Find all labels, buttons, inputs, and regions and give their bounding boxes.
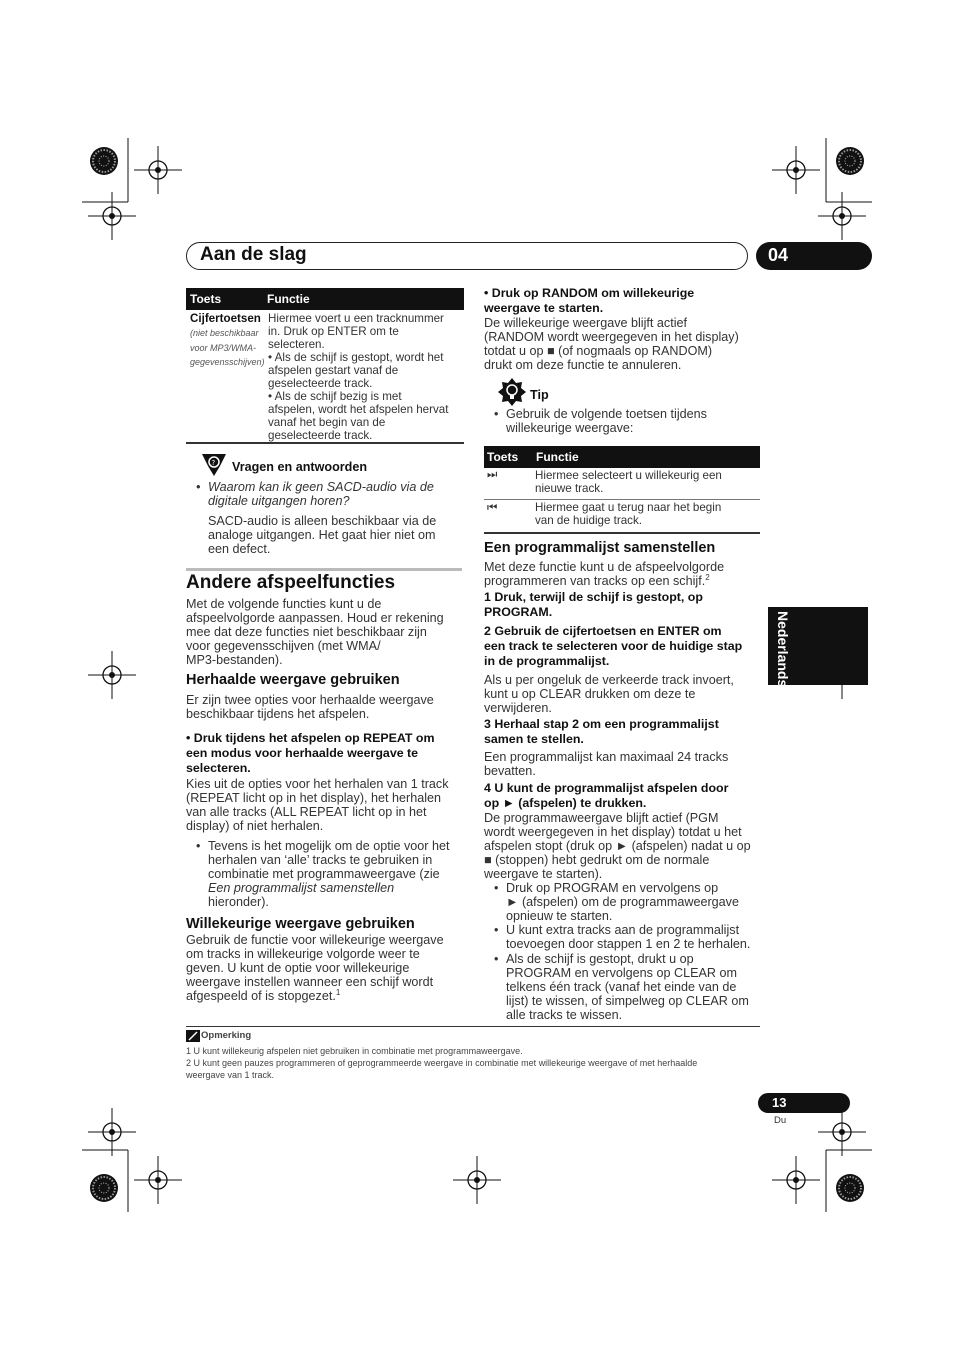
line: Hiermee gaat u terug naar het begin [535,501,722,514]
list-bullet: • [494,952,499,966]
language-code: Du [774,1115,787,1126]
line-text: programmeren van tracks op een schijf. [484,574,706,588]
line: voor gegevensschijven (met WMA/ [186,639,381,653]
line: Waarom kan ik geen SACD-audio via de [208,480,434,494]
step-instruction [484,286,694,316]
table-bottom-rule [186,442,464,444]
table-bottom-rule [484,532,760,534]
list-item [506,952,749,1022]
line: mee dat deze functies niet beschikbaar zijn [186,625,427,639]
table-key-cell: Cijfertoetsen [190,312,261,325]
table-row-divider [484,499,760,500]
line: display) of niet herhalen. [186,819,324,833]
line: telkens één track (vanaf het einde van de [506,980,737,994]
previous-track-icon: ⏮ [487,500,498,514]
line: totdat u op ■ (of nogmaals op RANDOM) [484,344,713,358]
line: • Druk op RANDOM om willekeurige [484,286,695,300]
step-4 [484,781,728,811]
line: drukt om deze functie te annuleren. [484,358,682,372]
line [186,989,444,1003]
tip-lightbulb-icon [498,378,526,406]
table-col-function: Functie [267,292,310,306]
line: De programmaweergave blijft actief (PGM [484,811,719,825]
line: verwijderen. [484,701,552,715]
line: willekeurige weergave: [506,421,634,435]
subsection-title: Herhaalde weergave gebruiken [186,672,400,688]
line: combinatie met programmaweergave (zie [208,867,440,881]
step-body [186,777,449,833]
line [484,574,724,588]
tip-title: Tip [530,388,549,402]
table-col-key: Toets [487,450,519,464]
line: afspelen stopt (druk op ► (afspelen) nadat u op [484,839,751,853]
table-col-function: Functie [536,450,579,464]
list-bullet: • [196,839,201,853]
line: Gebruik de volgende toetsen tijdens [506,407,707,421]
table-col-key: Toets [190,292,222,306]
line: 1 Druk, terwijl de schijf is gestopt, op [484,590,703,604]
line: Druk op PROGRAM en vervolgens op [506,881,719,895]
line: een track te selecteren voor de huidige stap [484,639,743,653]
qa-answer [208,514,436,556]
line: Als de schijf is gestopt, drukt u op [506,952,694,966]
line: in de programmalijst. [484,654,610,668]
subsection-title: Een programmalijst samenstellen [484,540,716,556]
line: Kies uit de opties voor het herhalen van 1 track [186,777,449,791]
line: nieuwe track. [535,482,604,495]
subsection-body [186,933,444,1003]
line: Gebruik de functie voor willekeurige weergave [186,933,444,947]
line: een defect. [208,542,271,556]
chapter-title: Aan de slag [200,244,307,265]
list-item [506,923,750,951]
footnote-ref: 1 [335,987,341,997]
subsection-title: Willekeurige weergave gebruiken [186,916,415,932]
table-header [484,446,760,468]
list-item [506,881,739,923]
line: alle tracks te wissen. [506,1008,623,1022]
note-pencil-icon [186,1030,200,1042]
line: selecteren. [268,338,325,351]
line: De willekeurige weergave blijft actief [484,316,687,330]
cross-reference: Een programmalijst samenstellen [208,881,395,895]
line: Als u per ongeluk de verkeerde track invoert, [484,673,734,687]
line: beschikbaar tijdens het afspelen. [186,707,370,721]
footnote-item: weergave van 1 track. [186,1070,275,1080]
table-function-cell [268,312,464,442]
step-body [484,316,739,372]
section-rule [186,568,462,571]
list-bullet: • [494,923,499,937]
section-intro [186,597,444,667]
line: in. Druk op ENTER om te [268,325,399,338]
line: 2 Gebruik de cijfertoetsen en ENTER om [484,624,722,638]
line: Tevens is het mogelijk om de optie voor het [208,839,450,853]
line: U kunt extra tracks aan de programmalijst [506,923,740,937]
line: ► (afspelen) om de programmaweergave [506,895,739,909]
footnote-ref: 2 [705,572,710,582]
line: Er zijn twee opties voor herhaalde weergave [186,693,434,707]
list-item [208,839,450,909]
line: • Druk tijdens het afspelen op REPEAT om [186,731,435,745]
footnote-item: 1 U kunt willekeurig afspelen niet gebruiken in combinatie met programmaweergave. [186,1046,523,1056]
step-3-body [484,750,728,778]
line: weergave te starten). [484,867,603,881]
step-2-body [484,673,734,715]
svg-text:?: ? [211,459,216,467]
language-label: Nederlands [775,611,791,688]
line: Met de volgende functies kunt u de [186,597,382,611]
line: van de huidige track. [535,514,642,527]
list-bullet: • [494,407,499,421]
line: weergave instellen wanneer een schijf wordt [186,975,434,989]
line: opnieuw te starten. [506,909,613,923]
table-function-cell [535,469,722,495]
line: bevatten. [484,764,536,778]
table-key-note: (niet beschikbaar voor MP3/WMA-gegevensschijven) [190,328,265,367]
subsection-intro [186,693,434,721]
line: samen te stellen. [484,732,584,746]
line: kunt u op CLEAR drukken om deze te [484,687,696,701]
line: om tracks in willekeurige volgorde weer te [186,947,420,961]
line: (RANDOM wordt weergegeven in het display) [484,330,739,344]
line: vanaf het begin van de [268,416,386,429]
line: geselecteerde track. [268,429,373,442]
line: 3 Herhaal stap 2 om een programmalijst [484,717,719,731]
line: geselecteerde track. [268,377,373,390]
line: afspelen gestart vanaf de [268,364,399,377]
line: lijst) te wissen, of simpelweg op CLEAR om [506,994,749,1008]
footnote-title: Opmerking [201,1030,252,1041]
line: Hiermee voert u een tracknummer [268,312,444,325]
line: wordt weergegeven in het display) totdat u het [484,825,742,839]
line-text: afgespeeld of is stopgezet. [186,989,336,1003]
line: afspelen, wordt het afspelen hervat [268,403,449,416]
step-4-body [484,811,751,881]
table-function-cell [535,501,721,527]
line: toevoegen door stappen 1 en 2 te herhalen. [506,937,751,951]
line: selecteren. [186,761,251,775]
question-icon [200,452,228,478]
footnote-list [186,1045,697,1081]
subsection-intro [484,560,724,588]
line: afspeelvolgorde aanpassen. Houd er rekening [186,611,444,625]
list-bullet: • [494,881,499,895]
line: analoge uitgangen. Het gaat hier niet om [208,528,436,542]
section-title: Andere afspeelfuncties [186,572,396,593]
line: • Als de schijf is gestopt, wordt het [268,351,444,364]
line: (REPEAT licht op in het display), het herhalen [186,791,442,805]
line: PROGRAM. [484,605,553,619]
tip-text [506,407,707,435]
next-track-icon: ⏭ [487,467,498,481]
line: Met deze functie kunt u de afspeelvolgorde [484,560,725,574]
line: weergave te starten. [484,301,604,315]
footnote-rule [186,1026,760,1027]
line: SACD-audio is alleen beschikbaar via de [208,514,437,528]
qa-bullet: • [196,480,201,494]
table-header [186,288,464,310]
line: MP3-bestanden). [186,653,283,667]
step-2 [484,624,742,669]
line: hieronder). [208,895,269,909]
chapter-number: 04 [768,245,789,265]
line: PROGRAM en vervolgens op CLEAR om [506,966,737,980]
line: van alle tracks (ALL REPEAT licht op in het [186,805,427,819]
qa-question [208,480,434,508]
line: een modus voor herhaalde weergave te [186,746,419,760]
line: ■ (stoppen) hebt gedrukt om de normale [484,853,710,867]
line: 4 U kunt de programmalijst afspelen door [484,781,729,795]
line: herhalen van ‘alle’ tracks te gebruiken in [208,853,433,867]
line: Een programmalijst kan maximaal 24 tracks [484,750,729,764]
line: Hiermee selecteert u willekeurig een [535,469,722,482]
step-3 [484,717,719,747]
qa-title: Vragen en antwoorden [232,460,368,474]
line: • Als de schijf bezig is met [268,390,402,403]
line: geven. U kunt de optie voor willekeurige [186,961,410,975]
page-number: 13 [772,1095,787,1110]
line: op ► (afspelen) te drukken. [484,796,647,810]
footnote-item: 2 U kunt geen pauzes programmeren of geprogrammeerde weergave in combinatie met willekeurige weergave of met herhaalde [186,1058,698,1068]
step-instruction [186,731,435,776]
line: digitale uitgangen horen? [208,494,350,508]
step-1 [484,590,703,620]
